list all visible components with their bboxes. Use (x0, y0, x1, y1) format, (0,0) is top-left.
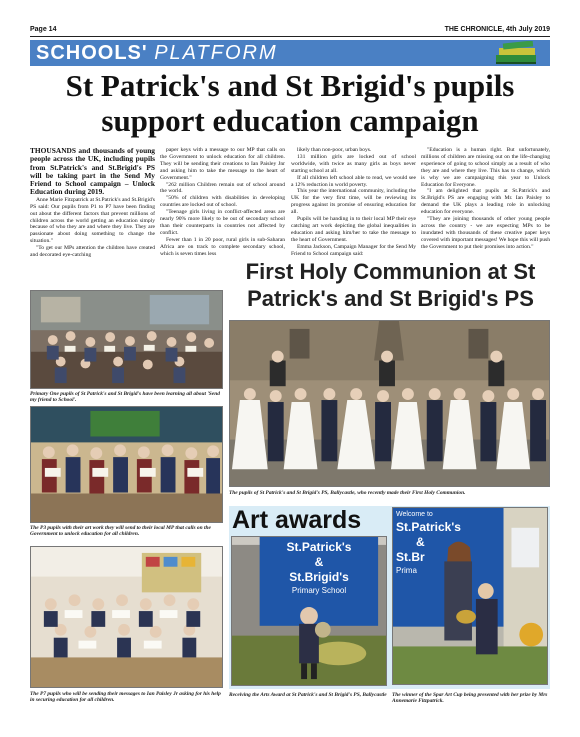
section-title-word2: PLATFORM (154, 42, 278, 64)
section-title-word1: SCHOOLS' (36, 42, 148, 64)
sign-left-line-4: Primary School (291, 586, 347, 595)
sign-right-line-5: Prima (396, 566, 417, 575)
article-paragraph: This year the international community, including the UK for the very first time, will be reviewing its progress against its promise of ensuring education for all. (291, 188, 416, 216)
section-title (36, 42, 278, 65)
sign-right-line-4: St.Br (396, 550, 425, 564)
caption-spar-cup: The winner of the Spar Art Cup being presented with her prize by Mrs Annemarie Fitzpatrick. (392, 692, 548, 705)
folio (30, 26, 550, 36)
article-column-3 (291, 147, 416, 257)
section-banner (30, 40, 550, 66)
sign-right-line-3: & (416, 535, 425, 549)
article-column-1 (30, 147, 155, 285)
school-sign-right (396, 510, 500, 576)
communion-headline: First Holy Communion at St Patrick's and St Brigid's PS (245, 259, 536, 311)
article-paragraph: "262 million Children remain out of school around the world. (160, 181, 285, 195)
article-paragraph: "Teenage girls living in conflict-affected areas are nearly 90% more likely to be out of secondary school than their counterparts in countries not affected by conflict. (160, 209, 285, 236)
books-icon (494, 41, 540, 65)
caption-arts-award: Receiving the Arts Award at St Patrick's and St Brigid's PS, Ballycastle (229, 692, 387, 698)
caption-primary-one: Primary One pupils of St Patrick's and St Brigid's have been learning all about 'Send my friend to School'. (30, 391, 220, 404)
article-paragraph: "50% of children with disabilities in developing countries are locked out of school. (160, 195, 285, 209)
headline: St Patrick's and St Brigid's pupils support education campaign (65, 68, 515, 138)
article-paragraph: If all children left school able to read, we would see a 12% reduction in world poverty. (291, 174, 416, 188)
article-paragraph: paper keys with a message to our MP that calls on the Government to unlock education for all children. They will be sending their creations to Ian Paisley Jnr and asking him to take the message to the heart of Government." (160, 147, 285, 181)
photo-p7-pupils (30, 546, 223, 688)
article-paragraph: "They are joining thousands of other young people across the country - we are expecting MPs to be inundated with thousands of these creative paper keys covered with important messages! We hope this will push the Government to put their promises into action." (421, 216, 550, 250)
sign-left-line-2: & (314, 555, 324, 569)
article-paragraph: Pupils will be handing in to their local MP their eye catching art work depicting the global inequalities in education and asking him/her to take the message to the heart of Government. (291, 216, 416, 243)
article-paragraph: Anne Marie Fitzpatrick at St.Patrick's and St.Brigid's PS said: Our pupils from P1 to P7 have been finding out about the different factors that prevent millions of children across the world getting an education simply because of who they are and where they live. They are passionate about doing something to change the situation." (30, 196, 155, 245)
folio-rule (30, 36, 550, 37)
sign-right-line-2: St.Patrick's (396, 520, 461, 534)
sign-right-line-1: Welcome to (396, 511, 433, 518)
sign-left-line-1: St.Patrick's (286, 540, 352, 554)
art-awards-headline: Art awards (232, 506, 362, 534)
article-paragraph: likely than non-poor, urban boys. (297, 147, 372, 153)
page-number: Page 14 (30, 26, 57, 33)
article-column-4 (421, 147, 550, 257)
article-paragraph: "I am delighted that pupils at St.Patrick's and St.Brigid's PS are engaging with Mr. Ian Paisley to demand the UK plays a leading role in unlocking education for everyone. (421, 188, 550, 216)
paper-date: THE CHRONICLE, 4th July 2019 (444, 26, 550, 33)
caption-p7-pupils: The P7 pupils who will be sending their messages to Ian Paisley Jr asking for his help in securing education for all children. (30, 691, 221, 704)
photo-p3-pupils (30, 406, 223, 523)
photo-first-communion (229, 320, 550, 487)
article-column-2 (160, 147, 285, 275)
article-lead: THOUSANDS and thousands of young people across the UK, including pupils from St.Patrick's and St.Brigid's PS will be taking part in the Send My Friend to School campaign – Unlock Education during 2019. (30, 147, 155, 197)
article-paragraph: Emma Jackson, Campaign Manager for the Send My Friend to School campaign said: (291, 243, 416, 257)
school-sign-left (262, 540, 376, 596)
caption-p3-pupils: The P3 pupils with their art work they will send to their local MP that calls on the Government to unlock education for all children. (30, 525, 211, 538)
article-paragraph: Fewer than 1 in 20 poor, rural girls in sub-Saharan Africa are on track to complete secondary school, which is seven times less (160, 236, 285, 257)
photo-primary-one (30, 290, 223, 389)
sign-left-line-3: St.Brigid's (289, 570, 349, 584)
caption-first-communion: The pupils of St Patrick's and St Brigid's PS, Ballycastle, who recently made their First Holy Communion. (229, 490, 466, 496)
article-paragraph: 131 million girls are locked out of school worldwide, with twice as many girls as boys never starting school at all. (291, 153, 416, 174)
article-paragraph: "To get our MPs attention the children have created and decorated eye-catching (30, 245, 155, 259)
article-paragraph: "Education is a human right. But unfortunately, millions of children are missing out on the life-changing experience of going to school simply as a result of who they are and where they live. This has to change, which is why we are campaigning this year to Unlock Education for Everyone. (421, 147, 550, 188)
